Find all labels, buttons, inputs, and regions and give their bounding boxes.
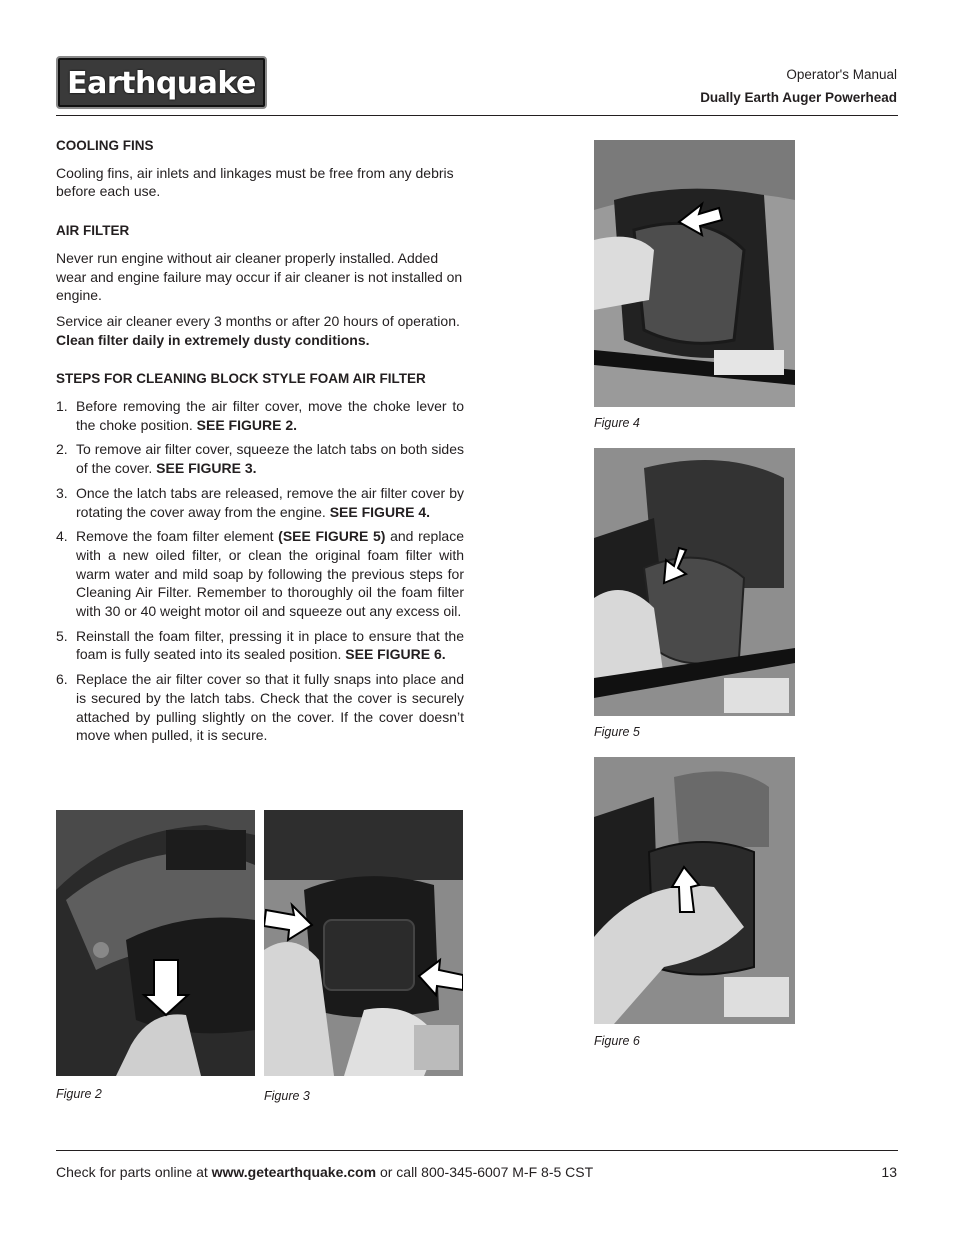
- service-text: Service air cleaner every 3 months or after 20 hours of operation.: [56, 312, 460, 329]
- footer-post: or call 800-345-6007 M-F 8-5 CST: [376, 1164, 594, 1180]
- step-text: Remove the foam filter element: [76, 528, 279, 545]
- steps-heading: STEPS FOR CLEANING BLOCK STYLE FOAM AIR FILTER: [56, 371, 426, 387]
- step-text: Replace the air filter cover so that it fully snaps into place and is secured by the latch tabs. Check that the cover is securely attached by pulling slightly on the cover. If the cover doesn’t move when pulled, it is secure.: [76, 671, 464, 744]
- header-rule: [56, 115, 898, 116]
- air-filter-heading: AIR FILTER: [56, 223, 130, 239]
- step-ref: (SEE FIGURE 5): [278, 528, 386, 545]
- figure-4-photo: [594, 140, 795, 407]
- step-text: Reinstall the foam filter, pressing it in place to ensure that the foam is fully seated into its sealed position.: [76, 627, 464, 663]
- air-filter-text-2: [56, 312, 464, 349]
- step-item: [56, 527, 464, 621]
- step-ref: SEE FIGURE 6.: [345, 646, 446, 663]
- earthquake-logo: [56, 56, 267, 109]
- product-name: Dually Earth Auger Powerhead: [700, 90, 897, 105]
- step-text: Once the latch tabs are released, remove the air filter cover by rotating the cover away from the engine.: [76, 484, 464, 520]
- figure-4-caption: Figure 4: [594, 416, 640, 430]
- text-column: [56, 137, 464, 751]
- footer-rule: [56, 1150, 898, 1151]
- footer-url-link[interactable]: www.getearthquake.com: [211, 1164, 377, 1180]
- step-ref: SEE FIGURE 4.: [329, 503, 431, 520]
- figure-3-photo: [264, 810, 463, 1076]
- page-number: 13: [881, 1164, 897, 1180]
- figure-3-caption: Figure 3: [264, 1089, 310, 1103]
- figure-6-photo: [594, 757, 795, 1024]
- step-ref: SEE FIGURE 2.: [196, 416, 297, 433]
- logo-text: Earthquake: [67, 66, 256, 101]
- steps-list: [56, 397, 464, 745]
- air-filter-text-1: Never run engine without air cleaner properly installed. Added wear and engine failure may occur if air cleaner is not installed on engine.: [56, 249, 463, 304]
- step-item: [56, 484, 464, 521]
- step-number: 4.: [56, 528, 68, 545]
- footer-pre: Check for parts online at: [56, 1164, 212, 1180]
- step-text: Before removing the air filter cover, move the choke lever to the choke position.: [76, 398, 464, 433]
- cooling-fins-section: [56, 137, 464, 201]
- steps-section: [56, 370, 464, 745]
- figure-6-caption: Figure 6: [594, 1034, 640, 1048]
- figure-5-caption: Figure 5: [594, 725, 640, 739]
- step-number: 2.: [56, 441, 68, 458]
- dusty-warning: Clean filter daily in extremely dusty conditions.: [56, 331, 370, 348]
- cooling-fins-heading: COOLING FINS: [56, 138, 154, 153]
- footer-text: [56, 1164, 593, 1180]
- step-number: 3.: [56, 484, 68, 501]
- step-number: 5.: [56, 627, 68, 644]
- air-filter-section: [56, 222, 464, 349]
- step-item: [56, 440, 464, 477]
- step-number: 1.: [56, 398, 68, 415]
- cooling-fins-text: Cooling fins, air inlets and linkages must be free from any debris before each use.: [56, 164, 454, 200]
- figure-2-photo: [56, 810, 255, 1076]
- step-text-after: and replace with a new oiled filter, or clean the original foam filter with warm water and mild soap by following the previous steps for Cleaning Air Filter. Remember to thoroughly oil the foam filter with 30 or 40 weight motor oil and squeeze out any excess oil.: [76, 528, 465, 620]
- figure-2-caption: Figure 2: [56, 1087, 102, 1101]
- step-ref: SEE FIGURE 3.: [156, 460, 257, 477]
- figure-5-photo: [594, 448, 795, 716]
- step-item: [56, 397, 464, 434]
- doc-type: Operator's Manual: [786, 67, 897, 82]
- step-number: 6.: [56, 671, 68, 688]
- step-item: [56, 627, 464, 664]
- header-titles: [700, 63, 897, 109]
- step-item: [56, 670, 464, 745]
- step-text: To remove air filter cover, squeeze the latch tabs on both sides of the cover.: [76, 441, 464, 477]
